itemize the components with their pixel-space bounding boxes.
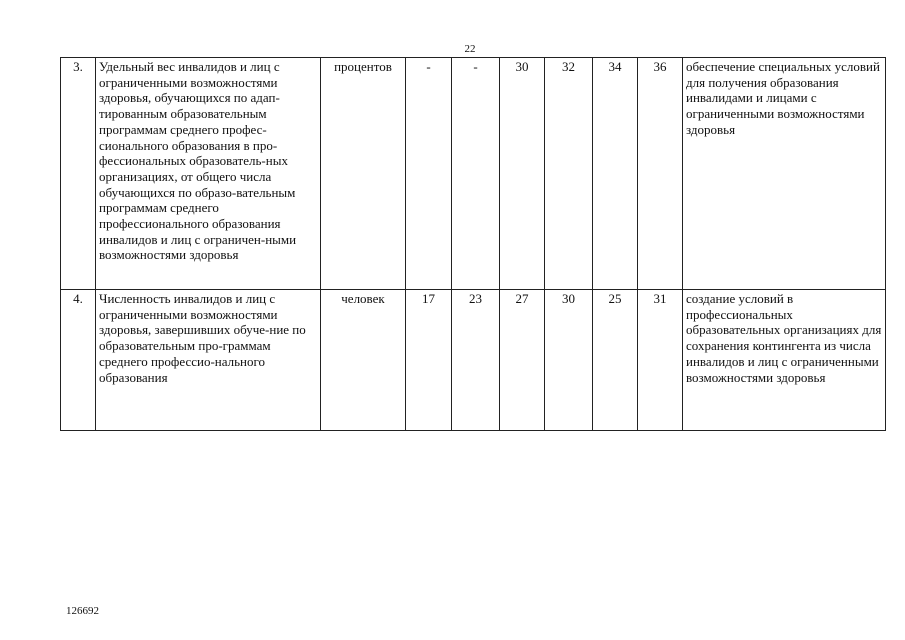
- indicator-description: Удельный вес инвалидов и лиц с ограниченными возможностями здоровья, обучающихся по адап-тированным образовательным программам среднего профес-сионального образования в про-фессиональных образователь-ных организациях, от общего числа обучающихся по образо-вательным программам среднего профессионального образования инвалидов и лиц с ограничен-ными возможностями здоровья: [96, 58, 321, 290]
- value-cell: -: [406, 58, 452, 290]
- value-cell: 31: [638, 290, 683, 431]
- value-cell: 23: [452, 290, 500, 431]
- unit-of-measure: процентов: [321, 58, 406, 290]
- document-code: 126692: [66, 605, 99, 617]
- value-cell: -: [452, 58, 500, 290]
- value-cell: 30: [545, 290, 593, 431]
- value-cell: 17: [406, 290, 452, 431]
- indicator-description: Численность инвалидов и лиц с ограниченными возможностями здоровья, завершивших обуче-ние по образовательным про-граммам среднего профессио-нального образования: [96, 290, 321, 431]
- indicators-table: [60, 57, 886, 431]
- value-cell: 36: [638, 58, 683, 290]
- page-number: 22: [464, 43, 476, 55]
- value-cell: 30: [500, 58, 545, 290]
- row-number: 3.: [61, 58, 96, 290]
- unit-of-measure: человек: [321, 290, 406, 431]
- value-cell: 25: [593, 290, 638, 431]
- expected-result: создание условий в профессиональных образовательных организациях для сохранения контингента из числа инвалидов и лиц с ограниченными возможностями здоровья: [683, 290, 886, 431]
- value-cell: 32: [545, 58, 593, 290]
- expected-result: обеспечение специальных условий для получения образования инвалидами и лицами с ограниченными возможностями здоровья: [683, 58, 886, 290]
- row-number: 4.: [61, 290, 96, 431]
- value-cell: 34: [593, 58, 638, 290]
- table-row: [61, 290, 886, 431]
- value-cell: 27: [500, 290, 545, 431]
- table-row: [61, 58, 886, 290]
